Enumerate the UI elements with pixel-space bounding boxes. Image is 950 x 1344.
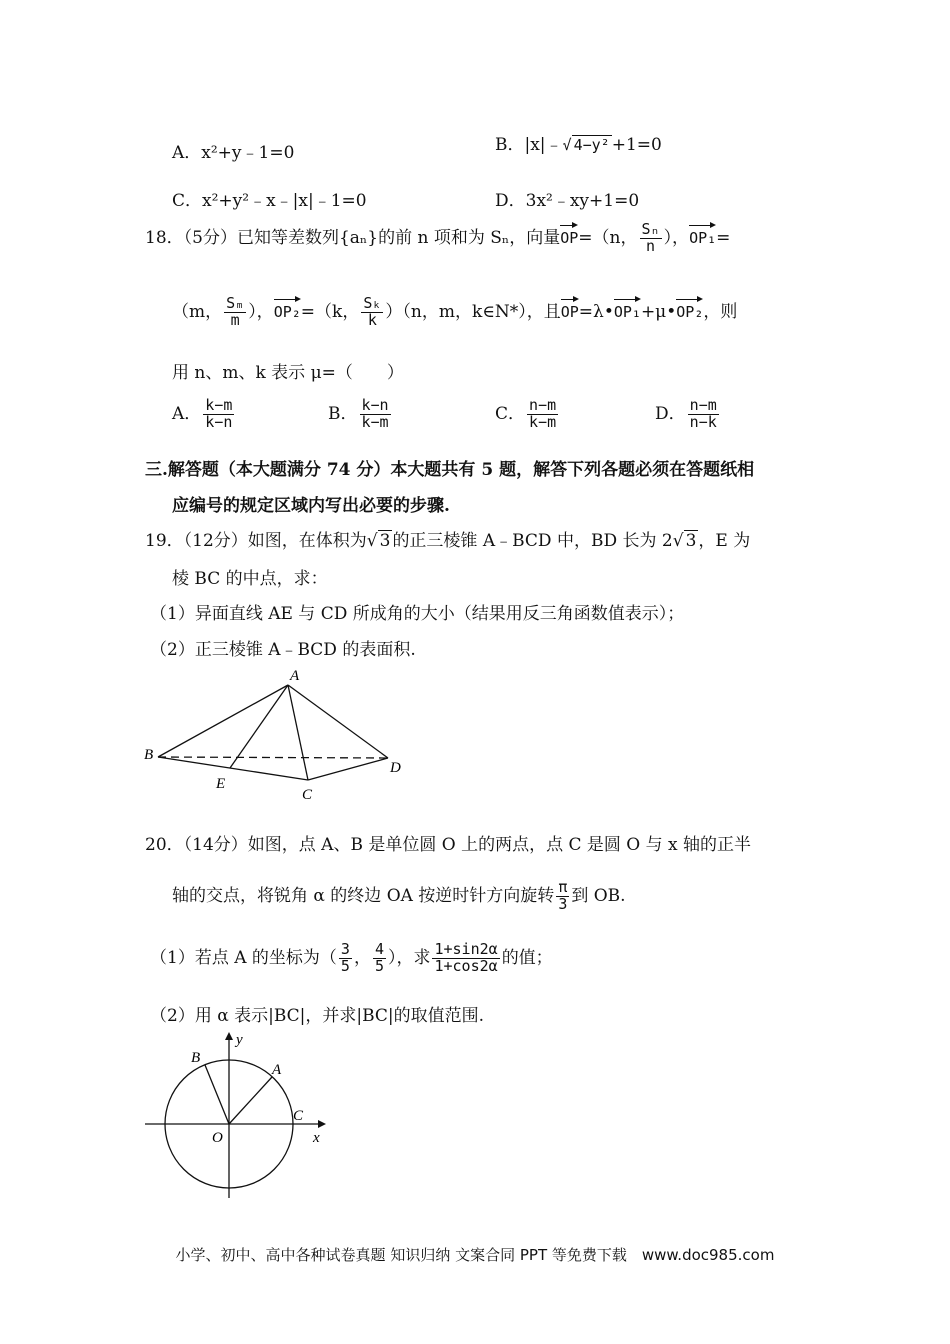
option-label: D． <box>655 403 686 424</box>
q17-option-b-sqrt: √ 4−y² <box>562 136 610 154</box>
q18-text: =（k， <box>300 301 360 322</box>
q20-line2 <box>172 880 626 913</box>
q19-text: 19．（12分）如图，在体积为 <box>145 531 367 551</box>
q18-option-b <box>328 398 393 431</box>
edge-bd-hidden <box>158 757 388 758</box>
sqrt-3: √ 3 <box>366 531 391 551</box>
edge-ad <box>288 685 388 758</box>
label-x: x <box>313 1130 320 1146</box>
q18-option-a <box>172 398 236 431</box>
edge-ae <box>230 685 288 768</box>
ray-oa <box>229 1077 272 1124</box>
q17-option-c: C．x²+y²﹣x﹣|x|﹣1=0 <box>172 191 367 211</box>
fraction-sk-k: $\frac{\text{Sₖ}}{k}$ <box>363 294 382 329</box>
fraction-sm-m: $\frac{\text{Sₘ}}{m}$ <box>226 294 245 329</box>
option-fraction: $\frac{k-n}{k-m}$ <box>361 396 389 431</box>
label-b: B <box>191 1050 201 1066</box>
q20-text: 的值； <box>501 947 553 968</box>
edge-cd <box>308 758 388 780</box>
vector-op: OP <box>561 297 579 321</box>
q19-line2: 棱 BC 的中点，求： <box>172 569 328 589</box>
q19-text: ，E 为 <box>698 531 751 551</box>
q18-text: =λ• <box>578 301 614 322</box>
q20-text: 轴的交点，将锐角 α 的终边 OA 按逆时针方向旋转 <box>172 885 555 906</box>
q17-option-b-prefix: B．|x|﹣ <box>495 135 563 155</box>
q20-text: ， <box>353 947 371 968</box>
sqrt-3: √ 3 <box>672 531 697 551</box>
q18-text: = <box>716 227 731 248</box>
y-axis-arrow <box>225 1032 233 1040</box>
vector-op1: OP₁ <box>689 223 716 247</box>
option-fraction: $\frac{k-m}{k-n}$ <box>205 396 233 431</box>
fraction-3-5: $\frac{3}{5}$ <box>340 940 350 975</box>
label-c: C <box>293 1108 304 1124</box>
vector-op2: OP₂ <box>676 297 703 321</box>
q20-line1: 20．（14分）如图，点 A、B 是单位圆 O 上的两点，点 C 是圆 O 与 x 轴的正半 <box>145 835 752 855</box>
section3-heading: 三.解答题（本大题满分 74 分）本大题共有 5 题，解答下列各题必须在答题纸相 <box>145 460 755 480</box>
q18-text: =（n， <box>578 227 638 248</box>
vector-op1: OP₁ <box>614 297 641 321</box>
label-a: A <box>272 1062 282 1078</box>
fraction-4-5: $\frac{4}{5}$ <box>374 940 384 975</box>
q19-part1: （1）异面直线 AE 与 CD 所成角的大小（结果用反三角函数值表示）； <box>150 604 685 624</box>
option-label: B． <box>328 403 358 424</box>
q20-text: ），求 <box>387 947 431 968</box>
option-label: C． <box>495 403 526 424</box>
edge-ac <box>288 685 308 780</box>
section3-heading-cont: 应编号的规定区域内写出必要的步骤. <box>172 496 450 516</box>
label-y: y <box>236 1032 243 1048</box>
footer-text: 小学、初中、高中各种试卷真题 知识归纳 文案合同 PPT 等免费下载 www.doc985.com <box>175 1246 775 1264</box>
option-fraction: $\frac{n-m}{n-k}$ <box>689 396 717 431</box>
q19-part2: （2）正三棱锥 A﹣BCD 的表面积. <box>150 640 416 660</box>
q20-text: 到 OB. <box>571 885 626 906</box>
x-axis-arrow <box>318 1120 326 1128</box>
q18-stem: 18．（5分）已知等差数列{aₙ}的前 n 项和为 Sₙ，向量 <box>145 227 561 248</box>
q18-option-c <box>495 398 560 431</box>
edge-ab <box>158 685 288 757</box>
q18-line3: 用 n、m、k 表示 μ=（ ） <box>172 363 404 383</box>
fraction-pi-3: $\frac{\pi}{3}$ <box>558 878 568 913</box>
label-e: E <box>216 776 226 792</box>
fraction-sin-cos: $\frac{1+\sin 2\alpha}{1+\cos 2\alpha}$ <box>434 940 498 975</box>
q20-part2: （2）用 α 表示|BC|，并求|BC|的取值范围. <box>150 1006 485 1026</box>
edge-bc <box>158 757 308 780</box>
label-o: O <box>212 1130 223 1146</box>
vector-op: OP <box>560 223 578 247</box>
q19-line1 <box>145 526 750 551</box>
q20-text: （1）若点 A 的坐标为（ <box>150 947 337 968</box>
unit-circle-figure <box>140 1030 340 1205</box>
q18-text: ，则 <box>703 301 738 322</box>
label-b: B <box>144 747 154 763</box>
q18-text: ）， <box>248 301 274 322</box>
option-fraction: $\frac{n-m}{k-m}$ <box>529 396 557 431</box>
q18-text: ）（n，m，k∈N*），且 <box>385 301 561 322</box>
q18-text: （m， <box>172 301 223 322</box>
ray-ob <box>205 1065 229 1124</box>
q18-text: ）， <box>663 227 690 248</box>
tetrahedron-figure <box>140 665 420 805</box>
option-label: A． <box>172 403 202 424</box>
label-d: D <box>390 760 401 776</box>
fraction-sn-n: $\frac{\text{Sₙ}}{n}$ <box>641 220 660 255</box>
q18-option-d <box>655 398 721 431</box>
q18-text: +μ• <box>640 301 677 322</box>
q18-line1 <box>145 222 730 255</box>
vector-op2: OP₂ <box>274 297 301 321</box>
q17-option-b-suffix: +1=0 <box>611 135 662 155</box>
q17-option-a: A．x²+y﹣1=0 <box>172 143 295 163</box>
label-a: A <box>290 668 300 684</box>
label-c: C <box>302 787 313 803</box>
q20-part1 <box>150 942 553 975</box>
q17-option-b <box>495 130 662 155</box>
q19-text: 的正三棱锥 A﹣BCD 中，BD 长为 2 <box>392 531 673 551</box>
q17-option-d: D．3x²﹣xy+1=0 <box>495 191 640 211</box>
q18-line2 <box>172 296 737 329</box>
